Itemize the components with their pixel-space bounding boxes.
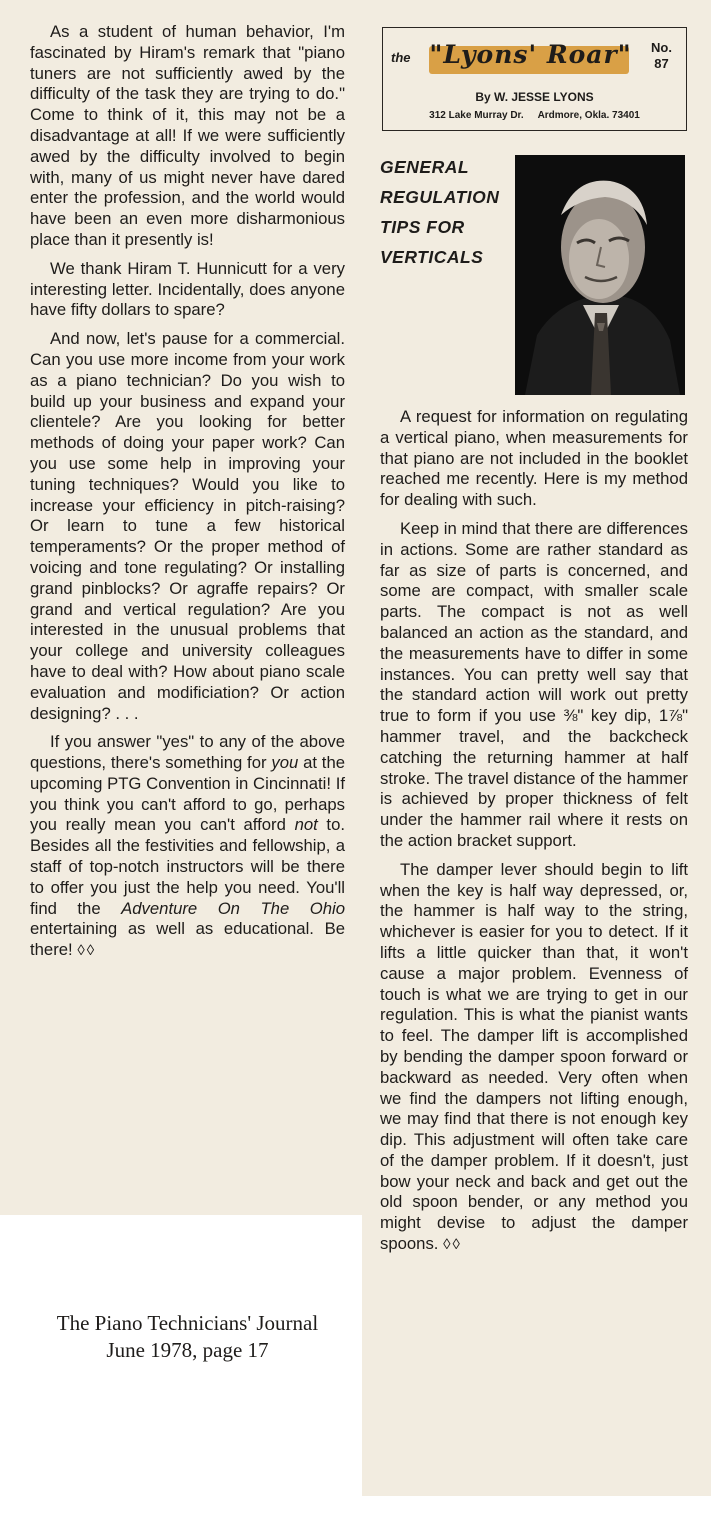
issue-number (651, 40, 672, 72)
headline-line-4: VERTICALS (380, 247, 484, 267)
left-paragraph-4 (30, 732, 345, 962)
right-article-column (380, 407, 688, 1264)
address-street: 312 Lake Murray Dr. (429, 110, 524, 121)
headline-line-1: GENERAL (380, 157, 470, 177)
caption-date-page: June 1978, page 17 (106, 1338, 269, 1362)
author-portrait-photo (515, 155, 685, 395)
right-paragraph-3 (380, 860, 688, 1256)
headline-line-2: REGULATION (380, 187, 500, 207)
left-paragraph-3: And now, let's pause for a commercial. Can you use more income from your work as a piano technician? Do you wish to build up your business and expand your clientele? Are you looking for better methods of doing your paper work? Can you use some help in improving your tuning techniques? Would you like to increase your efficiency in pitch-raising? Or learn to tune a few historical temperaments? Or the proper method of voicing and tone regulating? Or installing grand pinblocks? Or agraffe repairs? Or grand and vertical regulation? Are you interested in the unusual problems that your college and university colleagues have to deal with? How about piano scale evaluation and modificiation? Or action designing? . . . (30, 329, 345, 723)
end-mark-diamonds-icon: ◊◊ (443, 1236, 462, 1254)
left-paragraph-1: As a student of human behavior, I'm fascinated by Hiram's remark that "piano tuners are not sufficiently awed by the difficulty of the task they are trying to do." Come to think of it, this may not be a disadvantage at all! If we were sufficiently awed by the difficulty involved to begin with, many of us might never have dared enter the profession, and the world would have been an even more disharmonious place than it presently is! (30, 22, 345, 249)
right-paragraph-1: A request for information on regulating a vertical piano, when measurements for that piano are not included in the booklet reached me recently. Here is my method for dealing with such. (380, 407, 688, 510)
author-address (383, 110, 686, 121)
p4-text-b: at the upcoming PTG Convention in Cincinnati! If you think you can't afford to go, perhaps you really mean you can't afford (30, 753, 346, 835)
p4-emphasis-you: you (271, 753, 299, 773)
portrait-illustration (515, 155, 685, 395)
byline: By W. JESSE LYONS (475, 90, 594, 104)
source-caption (15, 1310, 360, 1364)
p4-text-a: If you answer "yes" to any of the above questions, there's something for (30, 732, 345, 773)
issue-number-value: 87 (654, 56, 669, 71)
masthead-the: the (391, 50, 411, 65)
p4-emphasis-title: Adventure On The Ohio (121, 898, 345, 918)
p4-text-c: to. Besides all the festivities and fellowship, a staff of top-notch instructors will be there to offer you just the help you need. You'll find the (30, 815, 345, 918)
address-city: Ardmore, Okla. 73401 (537, 110, 640, 121)
left-paragraph-2: We thank Hiram T. Hunnicutt for a very interesting letter. Incidentally, does anyone have fifty dollars to spare? (30, 258, 345, 320)
end-mark-diamonds-icon: ◊◊ (77, 942, 97, 960)
masthead-logo (423, 36, 638, 78)
column-masthead (382, 27, 687, 131)
p4-emphasis-not: not (294, 815, 318, 835)
issue-number-label: No. (651, 40, 672, 55)
p4-text-d: entertaining as well as educational. Be there! (30, 919, 345, 960)
article-headline (380, 152, 520, 272)
headline-line-3: TIPS FOR (380, 217, 465, 237)
left-article-column (30, 22, 345, 970)
logo-text: "Lyons' Roar" (429, 40, 632, 69)
right-paragraph-2: Keep in mind that there are differences in actions. Some are rather standard as far as size of parts is concerned, and some are compact, with smaller scale parts. The compact is not as well balanced an action as the standard, and the measurements have to differ in some instances. You can pretty well say that the standard action will work out pretty true to form if you use ⅜" key dip, 1⅞" hammer travel, and the backcheck catching the returning hammer at half stroke. The travel distance of the hammer is achieved by proper thickness of felt under the hammer rail where it rests on the action bracket support. (380, 518, 688, 850)
right-paragraph-3-text: The damper lever should begin to lift when the key is half way depressed, or, the hammer is half way to the string, whichever is easier for you to detect. If it lifts a little quicker than that, it won't cause a major problem. Evenness of touch is what we are trying to get in our regulation. This is what the pianist wants to feel. The damper lift is accomplished by bending the damper spoon forward or backward as needed. Very often when we find the dampers not lifting enough, we may find that there is not enough key dip. This adjustment will often take care of the damper problem. If it doesn't, just bow your neck and back and get out the old spoon bender, or any method you might devise to adjust the damper spoons. (380, 859, 688, 1254)
caption-journal: The Piano Technicians' Journal (56, 1311, 319, 1335)
